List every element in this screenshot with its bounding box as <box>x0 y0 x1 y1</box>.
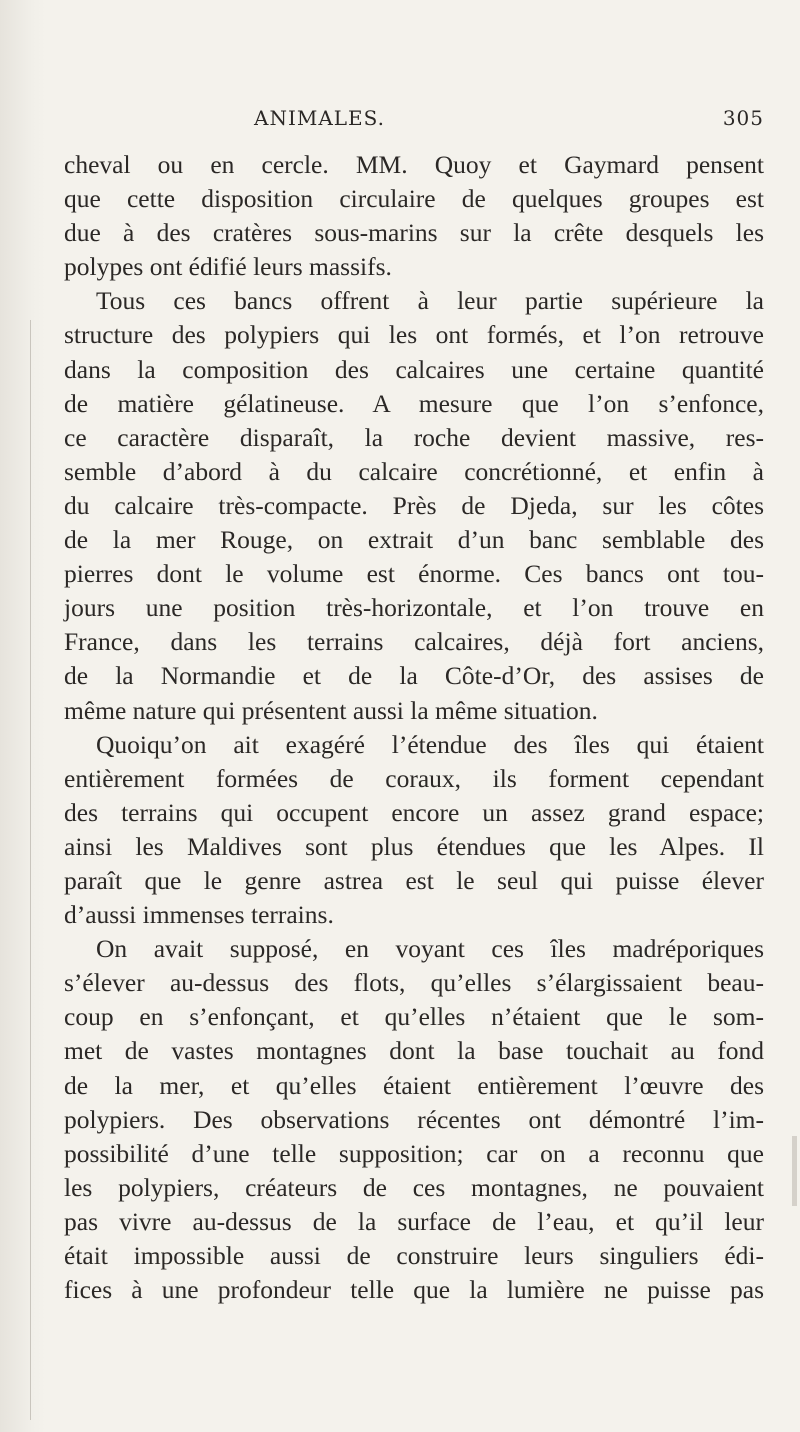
text-line: Tous ces bancs offrent à leur partie supérieure la <box>96 286 764 316</box>
text-line: polypiers. Des observations récentes ont démontré l’im- <box>64 1104 764 1134</box>
text-line: de la mer, et qu’elles étaient entièrement l’œuvre des <box>64 1070 764 1100</box>
binding-edge-line <box>30 320 31 1420</box>
text-line: due à des cratères sous-marins sur la crête desquels les <box>64 218 764 248</box>
text-line: du calcaire très-compacte. Près de Djeda, sur les côtes <box>64 490 764 520</box>
running-head <box>64 98 764 130</box>
running-title: ANIMALES. <box>254 106 385 130</box>
text-line: des terrains qui occupent encore un assez grand espace; <box>64 797 764 827</box>
text-line: pierres dont le volume est énorme. Ces bancs ont tou- <box>64 559 764 589</box>
text-line: de la mer Rouge, on extrait d’un banc semblable des <box>64 525 764 555</box>
text-line: était impossible aussi de construire leurs singuliers édi- <box>64 1241 764 1270</box>
text-line: fices à une profondeur telle que la lumière ne puisse pas <box>64 1275 764 1305</box>
text-line: France, dans les terrains calcaires, déjà fort anciens, <box>64 627 764 657</box>
text-line: semble d’abord à du calcaire concrétionné, et enfin à <box>64 456 764 486</box>
text-line: d’aussi immenses terrains. <box>64 900 334 930</box>
text-line: que cette disposition circulaire de quelques groupes est <box>64 184 764 214</box>
text-line: de matière gélatineuse. A mesure que l’on s’enfonce, <box>64 388 764 418</box>
text-line: met de vastes montagnes dont la base touchait au fond <box>64 1036 764 1066</box>
text-line: même nature qui présentent aussi la même situation. <box>64 695 598 725</box>
page-gutter-shadow <box>0 0 46 1432</box>
text-line: les polypiers, créateurs de ces montagnes, ne pouvaient <box>64 1172 764 1202</box>
text-line: de la Normandie et de la Côte-d’Or, des assises de <box>64 661 764 691</box>
text-line: jours une position très-horizontale, et l’on trouve en <box>64 593 764 623</box>
text-line: entièrement formées de coraux, ils forment cependant <box>64 763 764 793</box>
text-line: coup en s’enfonçant, et qu’elles n’étaient que le som- <box>64 1002 764 1032</box>
edge-mark <box>792 1136 797 1206</box>
text-line: Quoiqu’on ait exagéré l’étendue des îles qui étaient <box>96 729 764 759</box>
text-line: dans la composition des calcaires une certaine quantité <box>64 354 764 384</box>
text-line: paraît que le genre astrea est le seul qui puisse élever <box>64 865 764 895</box>
text-line: ainsi les Maldives sont plus étendues que les Alpes. Il <box>64 831 764 861</box>
text-line: structure des polypiers qui les ont formés, et l’on retrouve <box>64 320 764 350</box>
text-line: cheval ou en cercle. MM. Quoy et Gaymard pensent <box>64 150 764 179</box>
text-line: possibilité d’une telle supposition; car on a reconnu que <box>64 1138 764 1168</box>
text-line: polypes ont édifié leurs massifs. <box>64 252 392 282</box>
text-line: pas vivre au-dessus de la surface de l’eau, et qu’il leur <box>64 1206 764 1236</box>
page-number: 305 <box>722 106 764 130</box>
text-line: s’élever au-dessus des flots, qu’elles s’élargissaient beau- <box>64 968 764 998</box>
text-line: ce caractère disparaît, la roche devient massive, res- <box>64 422 764 452</box>
body-text <box>64 148 764 1307</box>
text-line: On avait supposé, en voyant ces îles madréporiques <box>96 934 764 964</box>
